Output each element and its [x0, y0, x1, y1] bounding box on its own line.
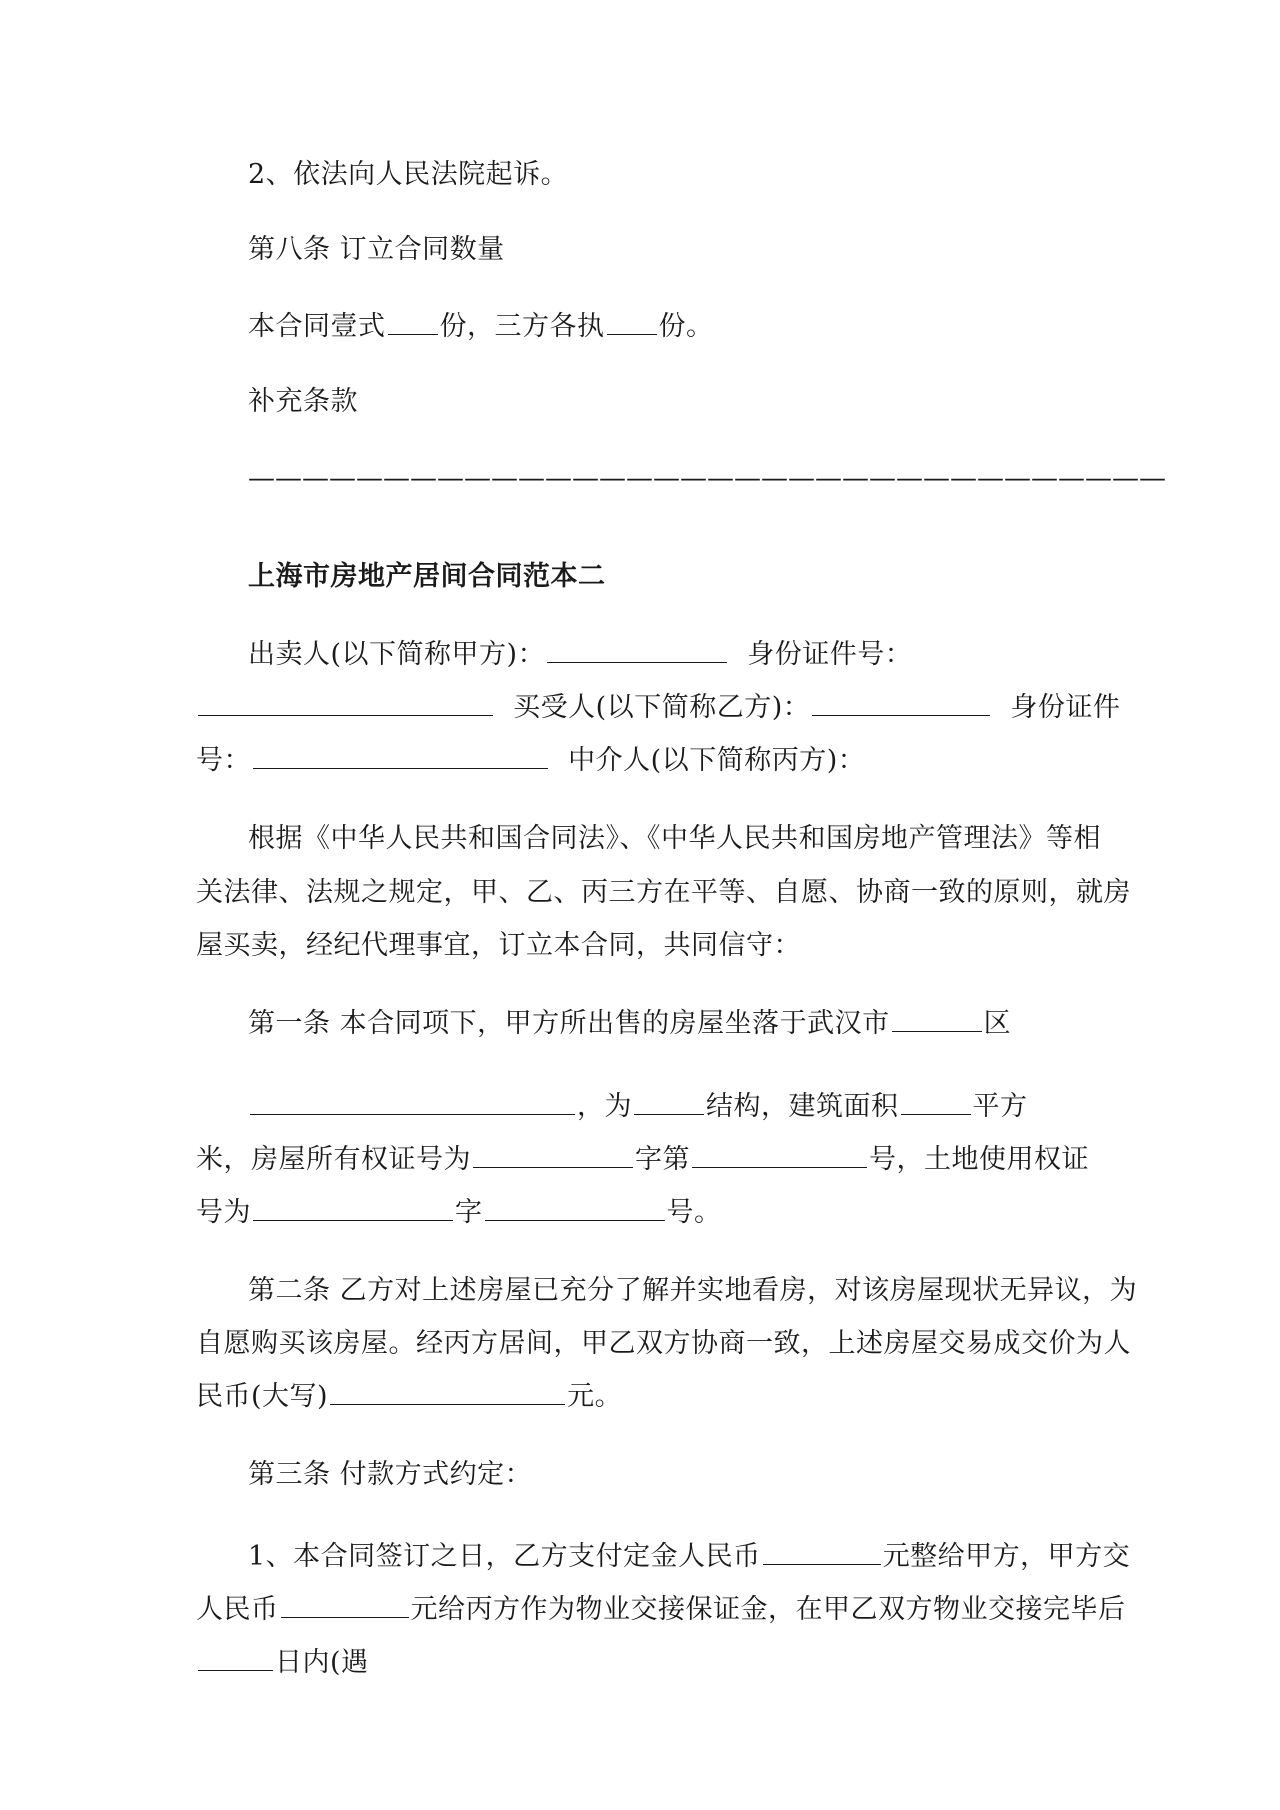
party-line-1 — [248, 638, 1098, 672]
text: 号： — [196, 745, 251, 776]
text: 中介人(以下简称丙方)： — [568, 745, 866, 776]
text: 米，房屋所有权证号为 — [196, 1144, 471, 1175]
text: 平方 — [972, 1091, 1028, 1122]
section-title — [248, 560, 1098, 594]
property-cert-prefix-field[interactable] — [473, 1145, 633, 1168]
paragraph-clause-2 — [248, 158, 1098, 192]
text: —————————————————————————————————— — [248, 463, 1166, 494]
article-2-line-3 — [196, 1380, 1096, 1414]
article-3-heading — [248, 1458, 1098, 1492]
text: 结构，建筑面积 — [706, 1091, 899, 1122]
text: 份，三方各执 — [439, 311, 605, 342]
text: 根据《中华人民共和国合同法》、《中华人民共和国房地产管理法》等相 — [248, 823, 1101, 854]
article-1-line-4 — [196, 1196, 1096, 1230]
article-8-heading — [248, 233, 1098, 267]
text: 区 — [983, 1008, 1012, 1039]
text: 元整给甲方，甲方交 — [882, 1541, 1131, 1572]
text: 字第 — [635, 1144, 690, 1175]
text: 第三条 付款方式约定： — [248, 1459, 533, 1490]
land-cert-number-field[interactable] — [485, 1198, 665, 1221]
party-line-3 — [196, 744, 1096, 778]
blank-field[interactable] — [388, 312, 438, 335]
article-1-line-3 — [196, 1143, 1096, 1177]
supplementary-heading — [248, 385, 1098, 419]
text: 元给丙方作为物业交接保证金，在甲乙双方物业交接完毕后 — [410, 1594, 1126, 1625]
article-8-body — [248, 310, 1098, 344]
seller-id-field[interactable] — [198, 693, 493, 716]
property-cert-number-field[interactable] — [692, 1145, 867, 1168]
article-2-line-2 — [196, 1327, 1131, 1361]
text: 第二条 乙方对上述房屋已充分了解并实地看房，对该房屋现状无异议，为 — [248, 1275, 1138, 1306]
text: 1、本合同签订之日，乙方支付定金人民币 — [248, 1541, 761, 1572]
recital-line-3 — [196, 929, 1096, 963]
text: 2、依法向人民法院起诉。 — [248, 159, 569, 190]
text: 身份证件 — [1010, 692, 1121, 723]
land-cert-prefix-field[interactable] — [253, 1198, 453, 1221]
recital-line-1 — [248, 822, 1101, 856]
article-1-line-1 — [248, 1007, 1098, 1041]
text: 本合同壹式 — [248, 311, 386, 342]
seller-name-field[interactable] — [547, 640, 727, 663]
text: 身份证件号： — [747, 639, 913, 670]
district-field[interactable] — [892, 1009, 982, 1032]
price-field[interactable] — [330, 1382, 565, 1405]
deposit-field[interactable] — [763, 1542, 881, 1565]
payment-line-3 — [196, 1646, 1096, 1680]
payment-line-1 — [248, 1540, 1131, 1574]
text: 第八条 订立合同数量 — [248, 234, 505, 265]
text: 号为 — [196, 1197, 251, 1228]
text: 关法律、法规之规定，甲、乙、丙三方在平等、自愿、协商一致的原则，就房 — [196, 877, 1131, 908]
text: 上海市房地产居间合同范本二 — [248, 561, 606, 592]
article-2-line-1 — [248, 1274, 1138, 1308]
buyer-name-field[interactable] — [812, 693, 990, 716]
text: 第一条 本合同项下，甲方所出售的房屋坐落于武汉市 — [248, 1008, 890, 1039]
text: 补充条款 — [248, 386, 358, 417]
handover-deposit-field[interactable] — [281, 1595, 409, 1618]
address-field[interactable] — [250, 1092, 575, 1115]
text: 号。 — [666, 1197, 722, 1228]
text: 号，土地使用权证 — [869, 1144, 1089, 1175]
text: 元。 — [567, 1381, 623, 1412]
structure-field[interactable] — [634, 1092, 704, 1115]
buyer-id-field[interactable] — [253, 746, 548, 769]
text: ，为 — [577, 1091, 632, 1122]
payment-line-2 — [196, 1593, 1126, 1627]
text: 自愿购买该房屋。经丙方居间，甲乙双方协商一致，上述房屋交易成交价为人 — [196, 1328, 1131, 1359]
text: 屋买卖，经纪代理事宜，订立本合同，共同信守： — [196, 930, 801, 961]
article-1-line-2 — [248, 1090, 1098, 1124]
recital-line-2 — [196, 876, 1131, 910]
party-line-2 — [196, 691, 1121, 725]
dash-separator — [248, 462, 1166, 496]
blank-field[interactable] — [607, 312, 657, 335]
text: 人民币 — [196, 1594, 279, 1625]
text: 出卖人(以下简称甲方)： — [248, 639, 546, 670]
text: 日内(遇 — [275, 1647, 369, 1678]
text: 买受人(以下简称乙方)： — [513, 692, 811, 723]
days-field[interactable] — [198, 1648, 273, 1671]
text: 民币(大写) — [196, 1381, 329, 1412]
area-field[interactable] — [901, 1092, 971, 1115]
text: 份。 — [658, 311, 714, 342]
text: 字 — [455, 1197, 483, 1228]
